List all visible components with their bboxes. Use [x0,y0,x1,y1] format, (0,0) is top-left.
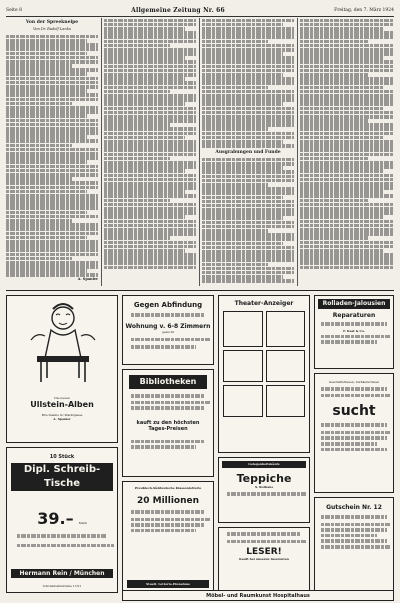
ad-title: Theater-Anzeiger [234,300,294,307]
ad-title: Preußisch-Süddeutsche Klassenlotterie [134,486,202,490]
ad-quantity: 10 Stück [49,454,75,460]
ad-title: Gutschein Nr. 12 [326,504,382,511]
article-column-1 [6,18,98,286]
ad-headline: Dipl. Schreib-Tische [11,463,113,491]
ad-title: Rolladen-Jalousien [318,299,390,309]
theater-listing [266,350,306,382]
ad-sign: A. Spanier [53,417,71,421]
ad-klassenlotterie [122,481,214,593]
theater-listing [266,311,306,347]
theater-listing [223,311,263,347]
ad-dealer: Brucmanns Sc Marktgasse [41,413,83,417]
ad-schreibtische [6,447,118,593]
ad-abfindung [122,295,214,365]
ad-leser [218,527,310,593]
article-title: Von der Spreekneipe [25,20,79,25]
ad-line: Wohnung v. 6-8 Zimmern [125,322,211,330]
column-rule [297,18,298,286]
article-column-3 [202,18,294,286]
ad-brand: Ullstein-Alben [30,400,94,409]
article-column-2 [104,18,196,286]
theater-listing [223,350,263,382]
masthead: Allgemeine Zeitung Nr. 66 [131,6,225,14]
ad-gutschein [314,497,394,593]
ad-sucht [314,373,394,493]
ad-ullstein-alben [6,295,118,443]
ad-intro: Geschäftsfrauen, Verkäuferinnen [328,380,380,384]
ad-title: sucht [332,403,376,420]
ad-title: LESER! [246,547,282,558]
ad-price-unit: Mark [78,521,87,525]
ad-moebel [122,590,394,601]
ad-price: 39.– [37,509,74,528]
ad-title: Möbel- und Raumkunst Hospitalhaus [206,593,310,599]
ad-rolladen [314,295,394,369]
ad-theater-anzeiger [218,295,310,453]
ad-address: Schrambahnstraße 17/21 [42,584,82,588]
ad-title: Gelegenheitskäufe [222,461,306,468]
ad-footer: Staatl. Lotterie-Einnahme [127,580,209,588]
article-signature: A. Spanier [77,276,98,281]
ad-subtitle: Kauft bei unseren Inserenten [239,557,289,562]
ad-firm: S. Rothaus [254,485,274,489]
ad-bibliotheken [122,369,214,477]
article-column-4 [300,18,394,286]
ad-title: Die neuen [54,396,70,400]
article-byline: Von Dr. Rudolf Lanka [33,27,71,31]
advertisement-section [6,290,394,597]
ad-subtitle: Reparaturen [332,312,376,319]
theater-listing [266,385,306,417]
dateline: Freitag, den 7. März 1924 [334,7,394,13]
ad-subtitle: kauft zu den höchsten Tages-Preisen [136,419,200,432]
ad-note: gesucht [162,329,174,334]
page-number: Seite 8 [6,7,22,13]
section-heading: Ausgrabungen und Funde [215,149,281,155]
ad-teppiche [218,457,310,523]
page-header [6,4,394,17]
theater-listing [223,385,263,417]
ad-title: Gegen Abfindung [133,301,203,309]
ad-millions: 20 Millionen [136,496,200,506]
ad-title: Bibliotheken [129,375,207,389]
child-illustration-icon [23,300,103,386]
column-rule [101,18,102,286]
ad-firm: F. Kast & Co. [343,328,365,333]
ad-firm: Hermann Rein / München [11,569,113,578]
column-rule [199,18,200,286]
ad-main: Teppiche [236,472,292,485]
